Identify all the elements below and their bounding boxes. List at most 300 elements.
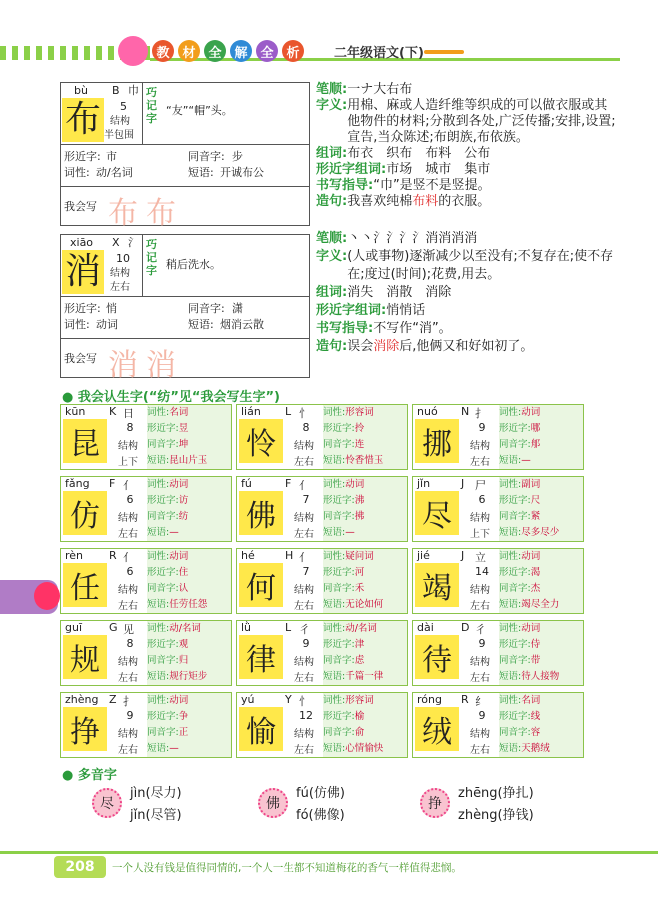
d1-xjzc-label: 形近字组词:	[316, 162, 387, 177]
card-struct1: 结构	[294, 585, 314, 596]
d1-zuci-label: 组词:	[316, 146, 348, 161]
card-letter: N	[461, 405, 470, 418]
char-card	[412, 692, 584, 758]
card-pinyin: lián	[241, 405, 261, 418]
card-pinyin: nuó	[417, 405, 438, 418]
char2-letter: X	[112, 236, 120, 249]
card-struct1: 结构	[470, 585, 490, 596]
card-struct2: 左右	[470, 673, 490, 684]
d2-zaoju-pre: 误会	[347, 339, 374, 354]
card-val: 榆	[354, 711, 365, 722]
card-strokes: 6	[478, 493, 486, 506]
card-val: 郍	[530, 439, 541, 450]
card-strokes: 6	[126, 493, 134, 506]
char2-form: 悄	[106, 302, 117, 315]
char2-struct2: 左右	[110, 282, 130, 293]
card-char: 挣	[63, 707, 107, 751]
card-val: —	[169, 743, 179, 754]
char1-mnemonic-label: 巧记字	[146, 86, 157, 125]
card-val: 连	[354, 439, 365, 450]
card-struct2: 左右	[118, 673, 138, 684]
title-char: 全	[256, 40, 278, 62]
card-info	[323, 621, 407, 685]
card-val: 争	[178, 711, 189, 722]
title-char: 全	[204, 40, 226, 62]
detail2	[316, 230, 616, 356]
mascot-icon	[118, 36, 148, 66]
card-key: 同音字:	[147, 655, 179, 666]
card-letter: H	[285, 549, 294, 562]
card-key: 形近字:	[499, 423, 531, 434]
card-val: 禾	[354, 583, 365, 594]
card-char: 尽	[415, 491, 459, 535]
card-key: 词性:	[147, 479, 170, 490]
char-card	[60, 620, 232, 686]
card-char: 律	[239, 635, 283, 679]
card-letter: J	[461, 549, 465, 562]
card-key: 同音字:	[499, 727, 531, 738]
card-struct1: 结构	[118, 729, 138, 740]
card-key: 同音字:	[323, 655, 355, 666]
card-char: 佛	[239, 491, 283, 535]
card-val: 天鹅绒	[521, 743, 550, 754]
card-val: 动词	[521, 551, 541, 562]
poly-reading-b: fó(佛像)	[296, 808, 345, 823]
d2-sxzd-label: 书写指导:	[316, 321, 374, 336]
d2-xjzc: 悄悄话	[386, 303, 426, 318]
card-radical: 见	[123, 623, 134, 636]
char2-sound: 潇	[232, 302, 243, 315]
char2-write-label: 我会写	[64, 352, 97, 365]
char2-divider-h1	[60, 296, 310, 297]
card-radical: 忄	[299, 407, 310, 420]
d2-ziyi: (人或事物)逐渐减少以至没有;不复存在;使不存在;度过(时间);花费,用去。	[347, 249, 614, 282]
card-info	[147, 549, 231, 613]
card-key: 形近字:	[499, 639, 531, 650]
card-key: 词性:	[499, 407, 522, 418]
card-struct2: 左右	[294, 673, 314, 684]
card-val: 线	[530, 711, 541, 722]
card-struct1: 结构	[118, 513, 138, 524]
card-val: 待人接物	[521, 671, 560, 682]
card-struct1: 结构	[118, 441, 138, 452]
d1-zaoju-label: 造句:	[316, 194, 348, 209]
poly-flower-icon: 尽	[92, 788, 122, 818]
card-val: 正	[178, 727, 189, 738]
card-val: 归	[178, 655, 189, 666]
card-strokes: 7	[302, 565, 310, 578]
title-char: 材	[178, 40, 200, 62]
poly-item	[92, 784, 252, 828]
card-key: 形近字:	[323, 711, 355, 722]
d1-zaoju-pre: 我喜欢纯棉	[347, 194, 413, 209]
card-char: 任	[63, 563, 107, 607]
card-key: 短语:	[323, 455, 346, 466]
char2-form-label: 形近字:	[64, 302, 101, 315]
card-struct2: 左右	[294, 745, 314, 756]
card-val: 疑问词	[345, 551, 374, 562]
poly-item	[420, 784, 580, 828]
char-card	[236, 692, 408, 758]
section1-text: 我会认生字(“纺”见“我会写生字”)	[77, 390, 280, 405]
card-strokes: 12	[299, 709, 313, 722]
card-val: 虑	[354, 655, 365, 666]
card-letter: Z	[109, 693, 117, 706]
card-strokes: 7	[302, 493, 310, 506]
card-info	[323, 405, 407, 469]
poly-flower-icon: 佛	[258, 788, 288, 818]
card-val: —	[345, 527, 355, 538]
card-strokes: 8	[126, 421, 134, 434]
card-val: 观	[178, 639, 189, 650]
card-key: 短语:	[499, 599, 522, 610]
card-key: 同音字:	[323, 511, 355, 522]
card-key: 同音字:	[499, 439, 531, 450]
card-struct2: 左右	[294, 601, 314, 612]
card-strokes: 9	[126, 709, 134, 722]
d1-zaoju-hl: 布料	[412, 194, 439, 209]
card-strokes: 8	[302, 421, 310, 434]
char1-pos: 动/名词	[96, 166, 133, 179]
card-info	[499, 549, 583, 613]
card-key: 词性:	[323, 695, 346, 706]
card-key: 形近字:	[323, 423, 355, 434]
card-val: 动词	[345, 479, 365, 490]
card-key: 短语:	[147, 527, 170, 538]
card-strokes: 14	[475, 565, 489, 578]
char-card	[236, 404, 408, 470]
card-char: 昆	[63, 419, 107, 463]
card-val: 认	[178, 583, 189, 594]
card-radical: 彳	[299, 623, 310, 636]
card-val: 动词	[521, 623, 541, 634]
char1-divider-v	[142, 82, 143, 144]
card-pinyin: róng	[417, 693, 442, 706]
card-letter: J	[461, 477, 465, 490]
card-val: 名词	[521, 695, 541, 706]
card-val: 坤	[178, 439, 189, 450]
char2-pos-label: 词性:	[64, 318, 90, 331]
card-val: 津	[354, 639, 365, 650]
char2-divider-v	[142, 234, 143, 296]
card-struct1: 结构	[118, 657, 138, 668]
card-key: 短语:	[147, 455, 170, 466]
card-radical: 亻	[123, 479, 134, 492]
card-struct1: 结构	[470, 729, 490, 740]
char1-strokes: 5	[120, 100, 127, 113]
char1-mnemonic: “友”“帽”头。	[166, 104, 233, 117]
card-key: 同音字:	[147, 439, 179, 450]
card-key: 词性:	[499, 695, 522, 706]
poly-item	[258, 784, 418, 828]
card-letter: K	[109, 405, 117, 418]
footer-bar	[0, 851, 658, 854]
char-card	[60, 548, 232, 614]
card-val: 哪	[530, 423, 541, 434]
side-mascot-icon	[34, 582, 60, 610]
char-card	[60, 692, 232, 758]
d2-zaoju-post: 后,他俩又和好如初了。	[399, 339, 534, 354]
card-radical: 亻	[123, 551, 134, 564]
card-radical: 纟	[475, 695, 486, 708]
card-key: 形近字:	[147, 567, 179, 578]
card-key: 形近字:	[147, 711, 179, 722]
card-strokes: 9	[478, 637, 486, 650]
card-char: 愉	[239, 707, 283, 751]
card-val: 心情愉快	[345, 743, 384, 754]
card-struct2: 左右	[470, 457, 490, 468]
card-strokes: 9	[478, 421, 486, 434]
char2-pinyin: xiāo	[70, 236, 94, 249]
card-info	[323, 693, 407, 757]
char-card	[412, 476, 584, 542]
char-card	[236, 476, 408, 542]
card-info	[499, 405, 583, 469]
d2-xjzc-label: 形近字组词:	[316, 303, 387, 318]
char1-char: 布	[62, 98, 104, 142]
card-val: 形容词	[345, 407, 374, 418]
title-char: 解	[230, 40, 252, 62]
d1-xjzc: 市场 城市 集市	[386, 162, 491, 177]
char-card	[236, 548, 408, 614]
card-radical: 尸	[475, 479, 486, 492]
card-val: 动词	[169, 479, 189, 490]
card-pinyin: rèn	[65, 549, 84, 562]
card-val: 紧	[530, 511, 541, 522]
card-val: 住	[178, 567, 189, 578]
card-val: 纺	[178, 511, 189, 522]
card-struct1: 结构	[294, 657, 314, 668]
card-key: 同音字:	[147, 583, 179, 594]
d2-zaoju-hl: 消除	[373, 339, 400, 354]
card-char: 绒	[415, 707, 459, 751]
char1-radical: 巾	[128, 84, 139, 97]
section2-text: 多音字	[77, 768, 117, 783]
char2-struct1: 结构	[110, 268, 130, 279]
poly-reading-b: jǐn(尽管)	[130, 808, 182, 823]
card-info	[499, 621, 583, 685]
title-char: 教	[152, 40, 174, 62]
card-letter: G	[109, 621, 118, 634]
card-letter: L	[285, 405, 292, 418]
card-pinyin: lǜ	[241, 621, 252, 634]
poly-flower-icon: 挣	[420, 788, 450, 818]
card-key: 短语:	[499, 671, 522, 682]
char2-char: 消	[62, 250, 104, 294]
card-letter: R	[461, 693, 469, 706]
card-radical: 扌	[123, 695, 134, 708]
char2-phrase-label: 短语:	[188, 318, 214, 331]
card-key: 短语:	[323, 671, 346, 682]
card-val: 任劳任怨	[169, 599, 208, 610]
card-key: 词性:	[147, 623, 170, 634]
card-struct2: 左右	[470, 745, 490, 756]
card-key: 词性:	[323, 623, 346, 634]
char-card	[412, 620, 584, 686]
card-key: 同音字:	[147, 511, 179, 522]
char1-phrase-label: 短语:	[188, 166, 214, 179]
char2-phrase: 烟消云散	[220, 318, 264, 331]
section2-title: ● 多音字	[62, 768, 117, 783]
card-val: 访	[178, 495, 189, 506]
card-letter: R	[109, 549, 117, 562]
card-letter: D	[461, 621, 470, 634]
d2-ziyi-label: 字义:	[316, 249, 348, 264]
char2-mnemonic: 稍后洗水。	[166, 258, 221, 271]
card-char: 仿	[63, 491, 107, 535]
card-pinyin: yú	[241, 693, 255, 706]
card-val: 副词	[521, 479, 541, 490]
header-band	[0, 36, 658, 68]
card-key: 形近字:	[323, 495, 355, 506]
card-struct2: 左右	[294, 457, 314, 468]
d1-ziyi: 用棉、麻或人造纤维等织成的可以做衣服或其他物件的材料;分散到各处,广泛传播;安排,设置;宣告,当众陈述;布朗族,布依族。	[347, 98, 616, 145]
card-key: 形近字:	[323, 567, 355, 578]
card-char: 待	[415, 635, 459, 679]
d2-zuci-label: 组词:	[316, 285, 348, 300]
card-val: 拎	[354, 423, 365, 434]
card-letter: F	[109, 477, 116, 490]
card-struct1: 结构	[294, 441, 314, 452]
card-struct1: 结构	[294, 513, 314, 524]
char1-struct1: 结构	[110, 116, 130, 127]
card-key: 同音字:	[499, 583, 531, 594]
card-char: 规	[63, 635, 107, 679]
card-struct1: 结构	[470, 657, 490, 668]
card-pinyin: jié	[417, 549, 430, 562]
char2-strokes: 10	[116, 252, 130, 265]
card-val: 昱	[178, 423, 189, 434]
card-key: 短语:	[499, 455, 522, 466]
char1-sound-label: 同音字:	[188, 150, 225, 163]
char1-write-label: 我会写	[64, 200, 97, 213]
card-key: 同音字:	[147, 727, 179, 738]
char-card	[412, 404, 584, 470]
footer-page: 208	[65, 859, 95, 875]
card-val: 河	[354, 567, 365, 578]
card-pinyin: fú	[241, 477, 252, 490]
poly-reading-a: fú(仿佛)	[296, 786, 345, 801]
card-pinyin: fǎng	[65, 477, 90, 490]
card-pinyin: zhèng	[65, 693, 99, 706]
header-title	[152, 40, 304, 62]
card-info	[147, 693, 231, 757]
card-val: 千篇一律	[345, 671, 384, 682]
card-val: 动/名词	[345, 623, 377, 634]
card-radical: 亻	[299, 479, 310, 492]
card-struct2: 左右	[470, 601, 490, 612]
card-radical: 扌	[475, 407, 486, 420]
char1-form: 市	[106, 150, 117, 163]
char1-sound: 步	[232, 150, 243, 163]
section1-title: ● 我会认生字(“纺”见“我会写生字”)	[62, 390, 280, 405]
card-val: 竭尽全力	[521, 599, 560, 610]
char-card	[60, 404, 232, 470]
card-val: 侍	[530, 639, 541, 650]
card-radical: 忄	[299, 695, 310, 708]
card-key: 短语:	[147, 599, 170, 610]
card-letter: F	[285, 477, 292, 490]
card-val: 俞	[354, 727, 365, 738]
card-radical: 立	[475, 551, 486, 564]
card-struct2: 左右	[118, 601, 138, 612]
card-info	[147, 405, 231, 469]
header-subtitle: 二年级语文(下)	[334, 46, 424, 61]
card-key: 形近字:	[323, 639, 355, 650]
card-key: 词性:	[323, 551, 346, 562]
card-key: 短语:	[499, 743, 522, 754]
card-key: 短语:	[147, 671, 170, 682]
card-letter: Y	[285, 693, 292, 706]
card-struct2: 上下	[118, 457, 138, 468]
card-struct2: 左右	[294, 529, 314, 540]
card-pinyin: jǐn	[417, 477, 431, 490]
poly-reading-b: zhèng(挣钱)	[458, 808, 534, 823]
card-strokes: 8	[126, 637, 134, 650]
card-key: 词性:	[323, 407, 346, 418]
card-val: 名词	[169, 407, 189, 418]
card-val: 容	[530, 727, 541, 738]
card-key: 词性:	[499, 623, 522, 634]
char2-divider-h2	[60, 338, 310, 339]
d2-zaoju-label: 造句:	[316, 339, 348, 354]
card-key: 形近字:	[499, 711, 531, 722]
char1-letter: B	[112, 84, 120, 97]
card-val: 怜香惜玉	[345, 455, 384, 466]
d1-sxzd: “巾”是竖不是竖提。	[373, 178, 491, 193]
card-key: 形近字:	[499, 495, 531, 506]
poly-reading-a: zhēng(挣扎)	[458, 786, 534, 801]
card-val: 动词	[521, 407, 541, 418]
card-val: 拂	[354, 511, 365, 522]
card-key: 形近字:	[147, 495, 179, 506]
card-key: 短语:	[147, 743, 170, 754]
d1-bishun: 一ナ大右布	[347, 82, 413, 97]
card-strokes: 9	[302, 637, 310, 650]
char1-write1: 布	[108, 196, 138, 231]
card-struct2: 上下	[470, 529, 490, 540]
card-info	[499, 477, 583, 541]
poly-reading-a: jìn(尽力)	[130, 786, 182, 801]
card-radical: 亻	[299, 551, 310, 564]
char1-divider-h2	[60, 186, 310, 187]
card-key: 同音字:	[323, 439, 355, 450]
char2-write2: 消	[146, 348, 176, 383]
card-key: 同音字:	[499, 511, 531, 522]
card-struct1: 结构	[294, 729, 314, 740]
card-key: 词性:	[147, 407, 170, 418]
card-key: 词性:	[499, 551, 522, 562]
card-key: 短语:	[499, 527, 522, 538]
card-key: 词性:	[499, 479, 522, 490]
card-info	[147, 621, 231, 685]
card-val: 杰	[530, 583, 541, 594]
card-val: 规行矩步	[169, 671, 208, 682]
detail1	[316, 82, 616, 210]
card-key: 短语:	[323, 527, 346, 538]
char2-pos: 动词	[96, 318, 118, 331]
char1-divider-h1	[60, 144, 310, 145]
card-key: 词性:	[147, 551, 170, 562]
card-val: 尺	[530, 495, 541, 506]
char1-pos-label: 词性:	[64, 166, 90, 179]
card-letter: L	[285, 621, 292, 634]
d2-bishun: 丶丶氵氵氵氵消消消消	[347, 231, 478, 246]
char1-pinyin: bù	[74, 84, 88, 97]
card-key: 形近字:	[499, 567, 531, 578]
title-char: 析	[282, 40, 304, 62]
card-key: 同音字:	[323, 727, 355, 738]
